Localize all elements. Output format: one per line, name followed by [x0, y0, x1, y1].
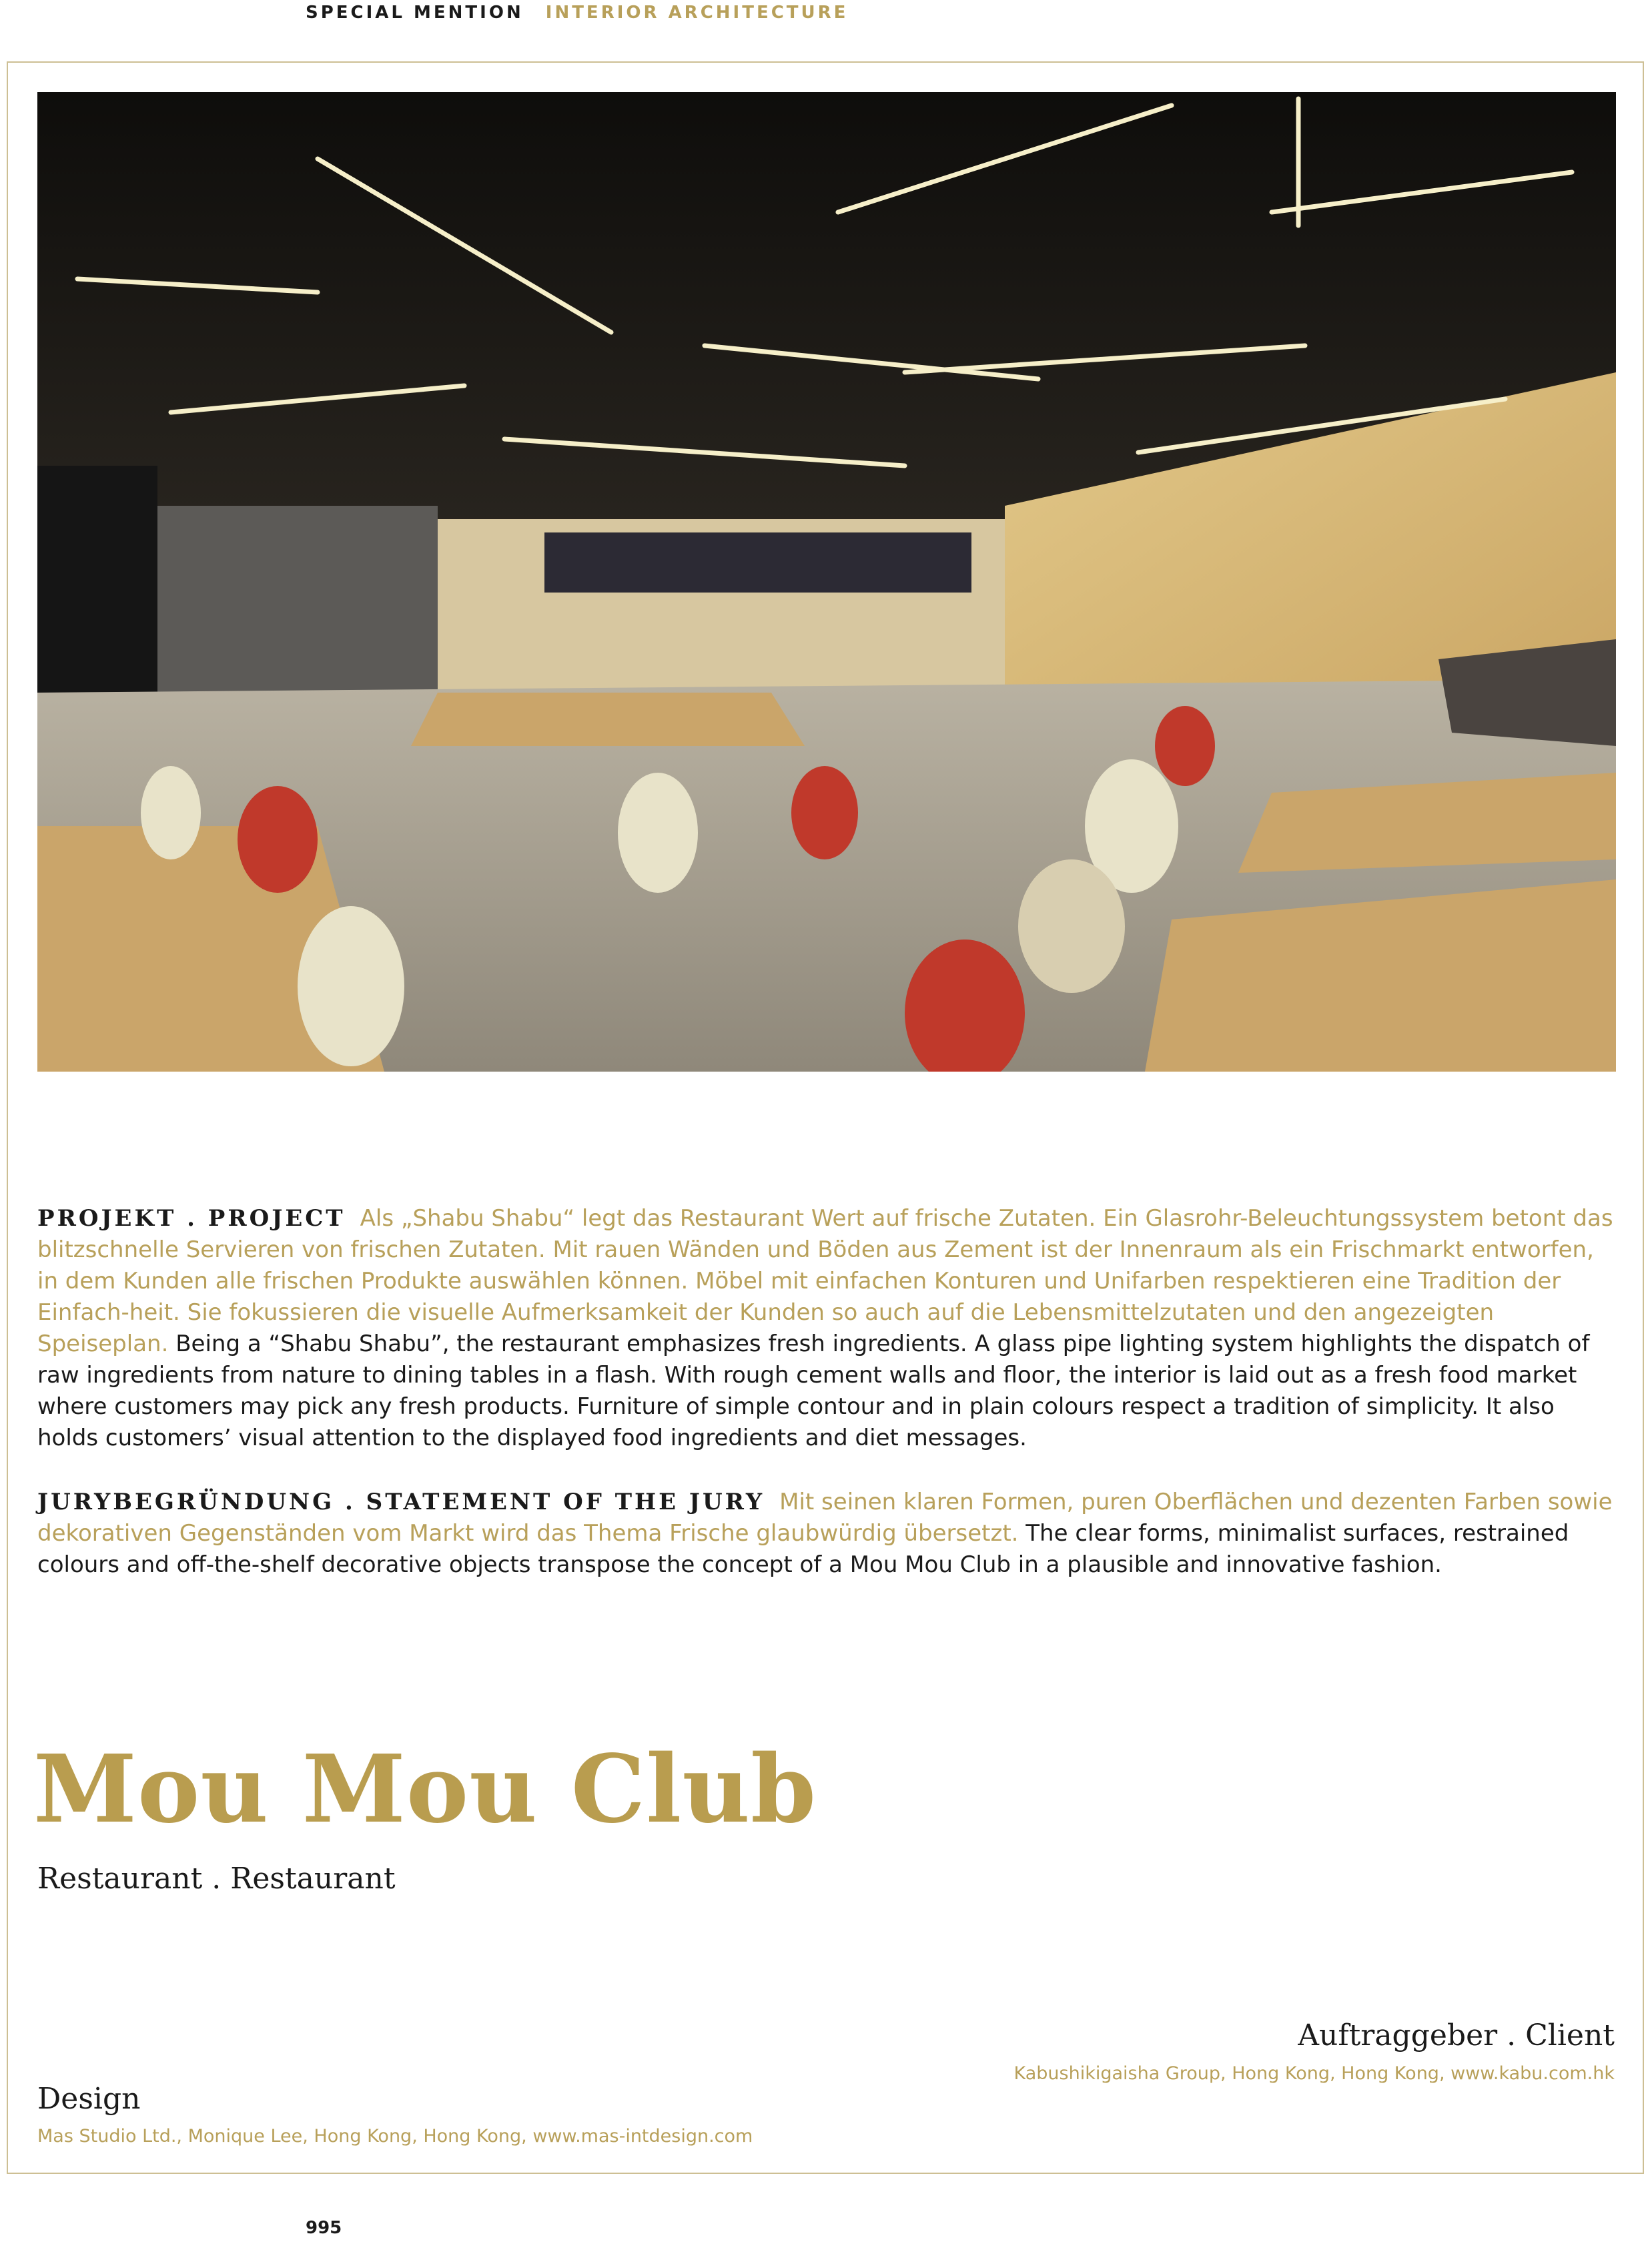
project-text-en: Being a “Shabu Shabu”, the restaurant emphasizes fresh ingredients. A glass pipe lighting system highlights the dispatch of raw ingredients from nature to dining tables in a flash. With rough cement walls and floor, the interior is laid out as a fresh food market where customers may pick any fresh products. Furniture of simple contour and in plain colours respect a tradition of simplicity. It also holds customers’ visual attention to the displayed food ingredients and diet messages. [37, 1331, 1590, 1451]
project-text-de: Als „Shabu Shabu“ legt das Restaurant Wert auf frische Zutaten. Ein Glasrohr-Beleuchtungssystem betont das blitzschnelle Servieren von frischen Zutaten. Mit rauen Wänden und Böden aus Zement ist der Innenraum als ein Frischmarkt entworfen, in dem Kunden alle frischen Produkte auswählen können. Möbel mit einfachen Konturen und Unifarben respektieren eine Tradition der Einfach-heit. Sie fokussieren die visuelle Aufmerksamkeit der Kunden so auch auf die Lebensmittelzutaten und den angezeigten Speiseplan. [37, 1205, 1613, 1357]
header-subcategory: INTERIOR ARCHITECTURE [545, 3, 849, 23]
project-paragraph [37, 1203, 1616, 1454]
jury-text-de: Mit seinen klaren Formen, puren Oberflächen und dezenten Farben sowie dekorativen Gegenständen vom Markt wird das Thema Frische glaubwürdig übersetzt. [37, 1489, 1613, 1547]
client-value: Kabushikigaisha Group, Hong Kong, Hong Kong, www.kabu.com.hk [1013, 2063, 1615, 2084]
project-label: PROJEKT . PROJECT [37, 1205, 346, 1232]
page-number: 995 [306, 2218, 342, 2238]
jury-text-en: The clear forms, minimalist surfaces, restrained colours and off-the-shelf decorative objects transpose the concept of a Mou Mou Club in a plausible and innovative fashion. [37, 1520, 1569, 1578]
client-label: Auftraggeber . Client [1298, 2018, 1615, 2052]
project-title: Mou Mou Club [33, 1735, 817, 1844]
page-header [306, 3, 848, 23]
jury-label: JURYBEGRÜNDUNG . STATEMENT OF THE JURY [37, 1489, 765, 1515]
design-value: Mas Studio Ltd., Monique Lee, Hong Kong, Hong Kong, www.mas-intdesign.com [37, 2126, 753, 2147]
design-label: Design [37, 2082, 141, 2116]
jury-paragraph [37, 1487, 1616, 1581]
project-subtitle: Restaurant . Restaurant [37, 1862, 396, 1896]
header-category: SPECIAL MENTION [306, 3, 524, 23]
restaurant-photo [37, 92, 1616, 1072]
